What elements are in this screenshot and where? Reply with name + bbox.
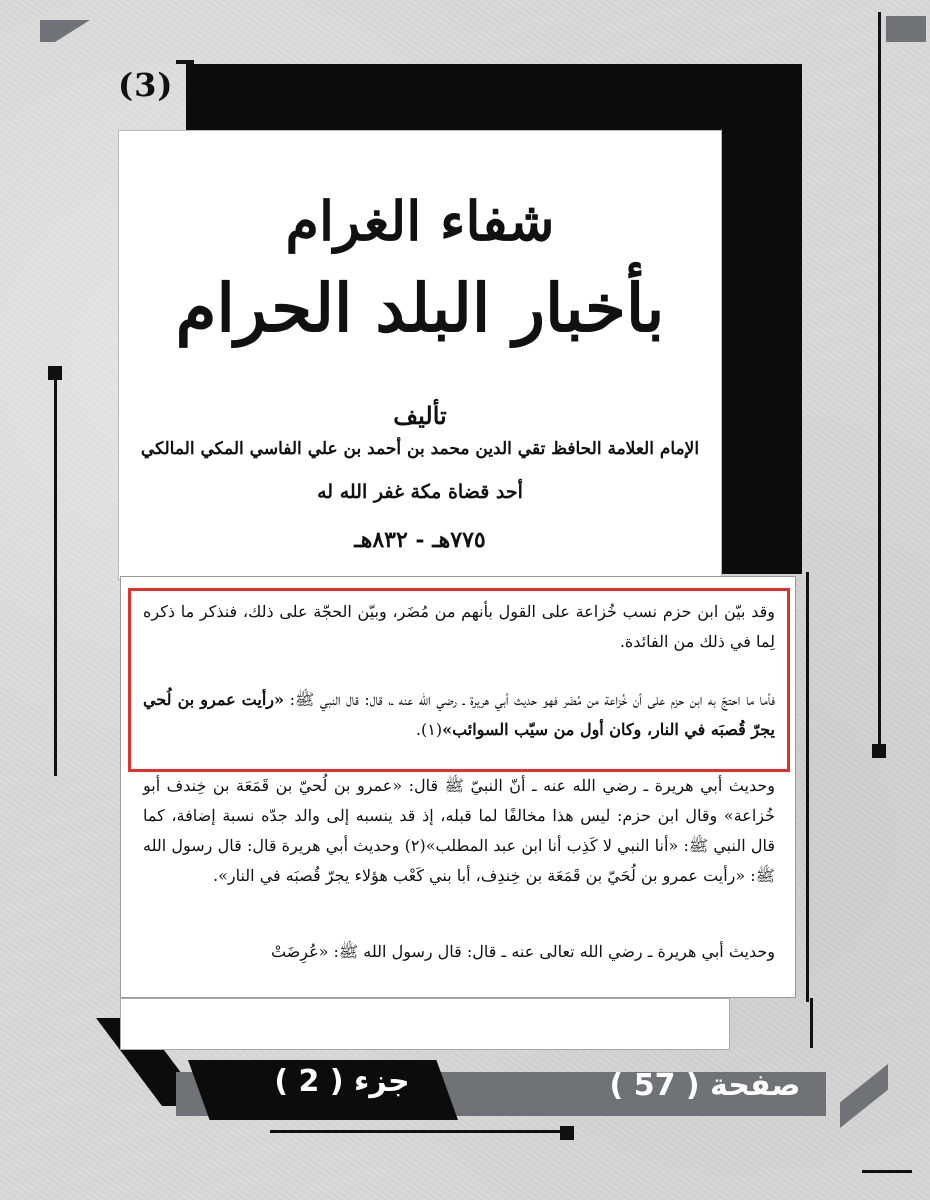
part-label: جزء ( 2 ) — [274, 1064, 410, 1099]
page-number: (3) — [118, 66, 174, 104]
page-label: صفحة ( 57 ) — [609, 1068, 801, 1103]
frame-gray-corner-top-left — [40, 20, 90, 42]
text-paragraph-2-plain: فأما ما احتجّ به ابن حزم على أن خُزاعة من مُضَر فهو حديث أبي هريرة ـ رضي الله عنه ـ، قال: قال النبي ﷺ: — [284, 690, 776, 709]
authorship-label: تأليف — [393, 401, 447, 430]
frame-line-right-short — [806, 572, 809, 1002]
book-title-line2: بأخبار البلد الحرام — [175, 269, 665, 347]
text-page-bottom-strip — [120, 998, 730, 1050]
frame-square-bottom — [560, 1126, 574, 1140]
frame-gray-corner-top-right — [886, 16, 926, 42]
frame-line-left — [54, 376, 57, 776]
text-paragraph-2-hadith: «رأيت عمرو بن لُحي يجرّ قُصبَه في النار، وكان أول من سيّب السوائب» — [143, 690, 775, 739]
frame-line-bottom — [270, 1130, 570, 1133]
text-paragraph-1: وقد بيّن ابن حزم نسب خُزاعة على القول بأنهم من مُضَر، وبيّن الحجّة على ذلك، فنذكر ما ذكره لِما في ذلك من الفائدة. — [143, 602, 776, 651]
author-name: الإمام العلامة الحافظ تقي الدين محمد بن أحمد بن علي الفاسي المكي المالكي — [140, 439, 700, 459]
author-subtitle: أحد قضاة مكة غفر الله له — [317, 481, 523, 503]
highlight-box — [128, 588, 790, 772]
book-title-line1: شفاء الغرام — [285, 189, 555, 253]
frame-line-right — [878, 12, 881, 752]
frame-gray-corner-bottom-right — [840, 1064, 888, 1128]
frame-square-left — [48, 366, 62, 380]
frame-line-top — [176, 60, 194, 64]
frame-line-bottom-right — [862, 1170, 912, 1173]
frame-square-right — [872, 744, 886, 758]
book-cover-page — [118, 130, 722, 580]
footnote-marker-1: (١). — [415, 720, 443, 739]
author-years: ٧٧٥هـ - ٨٣٢هـ — [354, 527, 486, 553]
text-paragraph-4: وحديث أبي هريرة ـ رضي الله تعالى عنه ـ قال: قال رسول الله ﷺ: «عُرِضَتْ — [270, 942, 775, 961]
frame-line-mid-right — [810, 998, 813, 1048]
text-paragraph-3: وحديث أبي هريرة ـ رضي الله عنه ـ أنّ النبيّ ﷺ قال: «عمرو بن لُحيّ بن قَمَعَة بن خِندف أبو خُزاعة» وقال ابن حزم: ليس هذا مخالفًا لما قبله، إذ قد ينسبه إلى والد جدّه نسبة إضافة، كما قال النبي ﷺ: «أنا النبي لا كَذِب أنا ابن عبد المطلب»(٢) وحديث أبي هريرة قال: قال رسول الله ﷺ: «رأيت عمرو بن لُحَيّ بن قَمَعَة بن خِندِف، أبا بني كَعْب هؤلاء يجرّ قُصبَه في النار». — [143, 776, 776, 885]
